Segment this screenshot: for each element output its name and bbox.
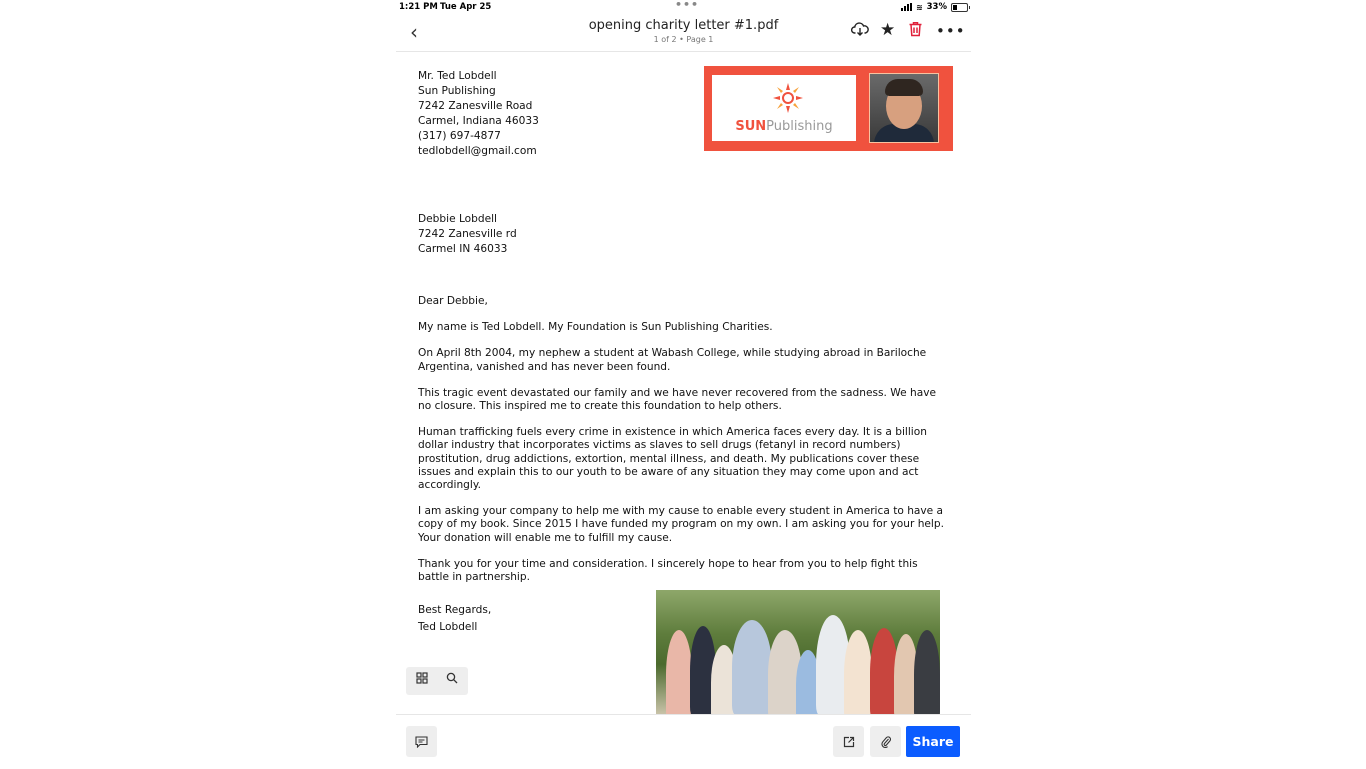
copy-link-button[interactable] (870, 726, 901, 757)
letter-body (418, 295, 948, 597)
document-title: opening charity letter #1.pdf (588, 18, 779, 33)
thumbnail-tools (406, 667, 468, 695)
closing-line: Best Regards, (418, 604, 492, 616)
portrait-photo (869, 73, 939, 143)
status-right (901, 2, 968, 12)
paragraph: I am asking your company to help me with my cause to enable every student in America to have a copy of my book. Since 2015 I have funded my program on my own. I am asking you for your help. Your donation will enable me to fulfill my cause. (418, 505, 944, 544)
sun-logo-icon (772, 82, 804, 114)
logo-bold: SUN (735, 119, 767, 134)
wifi-icon: ≋ (915, 2, 923, 12)
paragraph: On April 8th 2004, my nephew a student at Wabash College, while studying abroad in Bariloche Argentina, vanished and has never been found. (418, 347, 927, 373)
page-indicator: 1 of 2 • Page 1 (653, 35, 714, 44)
recipient-address (418, 212, 517, 257)
sender-address (418, 69, 539, 159)
logo-box (712, 75, 856, 141)
battery-icon (951, 3, 968, 12)
paragraph: This tragic event devastated our family and we have never recovered from the sadness. We have no closure. This inspired me to create this foundation to help others. (418, 386, 936, 413)
paragraph: Human trafficking fuels every crime in existence in which America faces every day. It is a billion dollar industry that incorporates victims as slaves to sell drugs (fetanyl in record numbers) prostitution, drug addictions, extortion, mental illness, and death. My publications cover these issues and explain this to our youth to be aware of any situation they may come upon and act accordingly. (418, 426, 927, 492)
share-button[interactable]: Share (906, 726, 960, 757)
search-icon[interactable] (446, 672, 458, 687)
external-link-icon (843, 736, 855, 748)
closing (418, 602, 491, 636)
battery-percent: 33% (926, 2, 947, 12)
trash-icon[interactable] (908, 21, 923, 41)
status-time: 1:21 PM (399, 2, 438, 12)
pdf-viewer (396, 0, 971, 768)
paragraph: Thank you for your time and consideration. I sincerely hope to hear from you to help fight this battle in partnership. (418, 557, 918, 584)
greeting: Dear Debbie, (418, 295, 488, 307)
family-photo (656, 590, 940, 714)
recipient-line: Debbie Lobdell (418, 213, 498, 225)
multitasking-dots-icon[interactable]: ••• (675, 0, 700, 11)
paragraph: My name is Ted Lobdell. My Foundation is Sun Publishing Charities. (418, 321, 773, 334)
comment-icon (415, 736, 428, 748)
recipient-line: 7242 Zanesville rd (418, 228, 517, 240)
sender-line: Sun Publishing (418, 85, 496, 97)
logo-light: Publishing (766, 119, 833, 134)
recipient-line: Carmel IN 46033 (418, 243, 508, 255)
comment-button[interactable] (406, 726, 437, 757)
star-icon[interactable]: ★ (880, 20, 896, 40)
logo-wordmark (712, 119, 856, 134)
sender-line: Mr. Ted Lobdell (418, 70, 497, 82)
signature: Ted Lobdell (418, 621, 478, 633)
chevron-left-icon[interactable]: ‹ (410, 20, 418, 44)
status-bar (396, 0, 971, 14)
bottom-bar (396, 714, 971, 769)
grid-icon[interactable] (416, 672, 428, 687)
open-external-button[interactable] (833, 726, 864, 757)
sender-line: Carmel, Indiana 46033 (418, 115, 539, 127)
sender-line: 7242 Zanesville Road (418, 100, 533, 112)
sun-publishing-banner (704, 66, 953, 151)
status-date: Tue Apr 25 (440, 2, 492, 12)
top-toolbar (396, 14, 971, 52)
more-icon[interactable]: ••• (936, 22, 966, 40)
sender-line: tedlobdell@gmail.com (418, 145, 537, 157)
paperclip-icon (881, 735, 891, 748)
cloud-download-icon[interactable] (851, 21, 869, 41)
signal-icon (901, 3, 912, 11)
sender-line: (317) 697-4877 (418, 130, 501, 142)
